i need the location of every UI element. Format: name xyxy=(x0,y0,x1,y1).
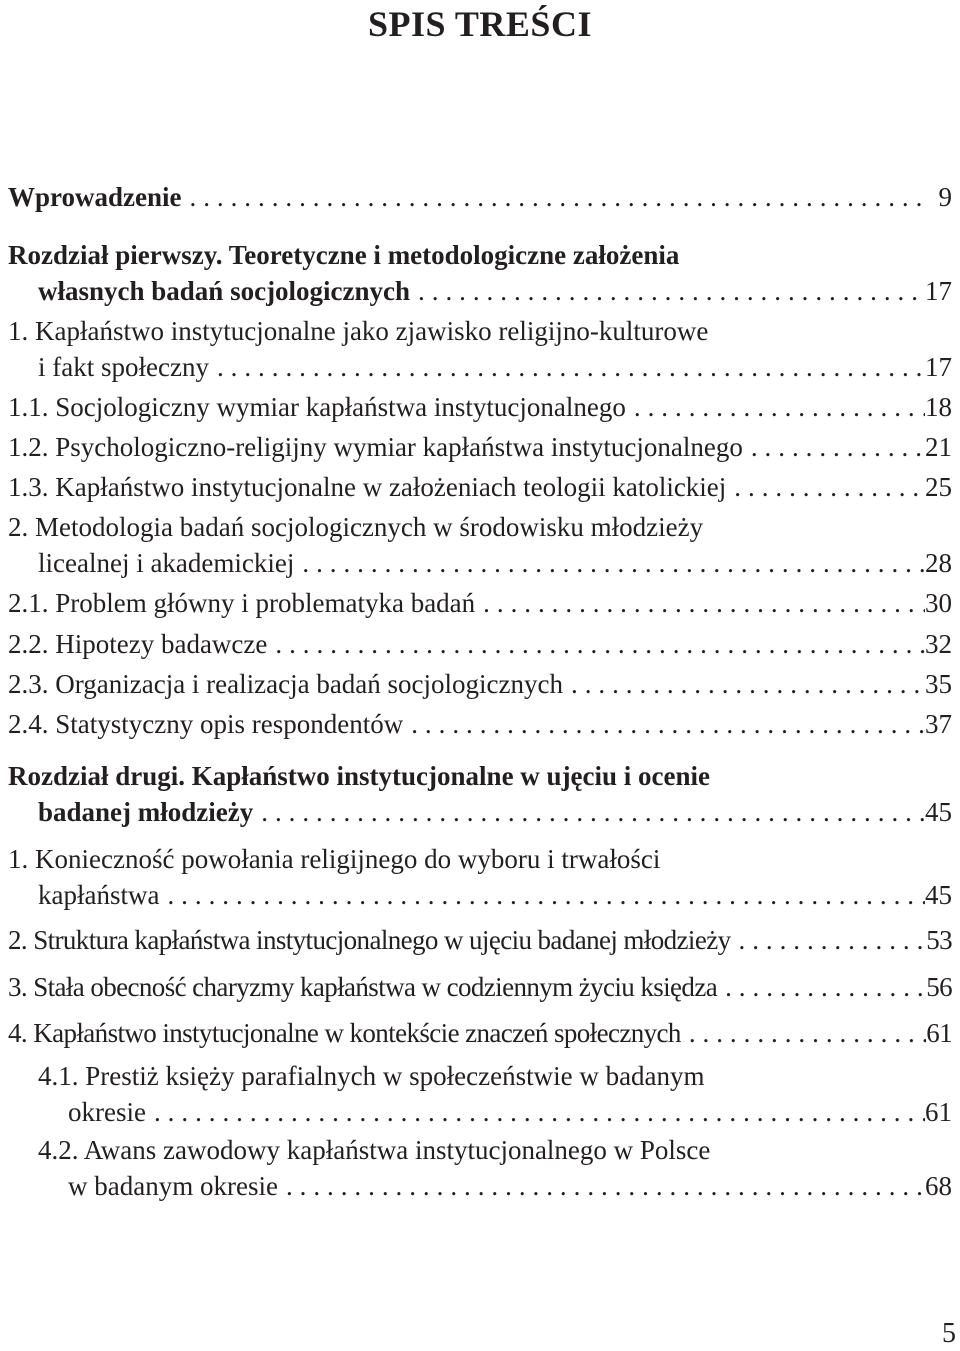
toc-entry-title-line: 1. Kapłaństwo instytucjonalne jako zjawisko religijno-kulturowe xyxy=(8,316,709,346)
toc-entry-ch2-section-1[interactable] xyxy=(8,841,952,913)
toc-entry-section-1[interactable] xyxy=(8,313,952,385)
toc-entry-title: i fakt społeczny xyxy=(38,352,209,382)
toc-entry-chapter-1[interactable] xyxy=(8,237,952,309)
toc-page-number: 28 xyxy=(925,548,952,578)
dot-leader xyxy=(159,877,925,913)
dot-leader xyxy=(731,922,927,958)
toc-page-number: 45 xyxy=(925,797,952,827)
toc-entry-chapter-2[interactable] xyxy=(8,758,952,830)
toc-entry-ch2-section-4[interactable] xyxy=(8,1015,952,1051)
toc-entry-title: badanej młodzieży xyxy=(38,797,254,827)
dot-leader xyxy=(717,969,926,1005)
toc-entry-ch2-section-4-2[interactable] xyxy=(8,1132,952,1204)
toc-entry-title-line: 4.2. Awans zawodowy kapłaństwa instytucjonalnego w Polsce xyxy=(38,1135,711,1165)
dot-leader xyxy=(294,545,925,581)
dot-leader xyxy=(403,706,925,742)
toc-entry-title: własnych badań socjologicznych xyxy=(38,276,411,306)
toc-page-number: 45 xyxy=(925,880,952,910)
toc-entry-title: 1.3. Kapłaństwo instytucjonalne w założeniach teologii katolickiej xyxy=(8,472,727,502)
toc-page-number: 61 xyxy=(925,1097,952,1127)
toc-entry-ch2-section-3[interactable] xyxy=(8,969,952,1005)
dot-leader xyxy=(626,389,925,425)
toc-entry-title: 1.1. Socjologiczny wymiar kapłaństwa instytucjonalnego xyxy=(8,392,626,422)
dot-leader xyxy=(563,666,925,702)
dot-leader xyxy=(146,1094,925,1130)
toc-page-number: 17 xyxy=(925,352,952,382)
toc-entry-title-line: 1. Konieczność powołania religijnego do wyboru i trwałości xyxy=(8,844,661,874)
dot-leader xyxy=(182,179,929,215)
dot-leader xyxy=(267,626,925,662)
toc-page-number: 17 xyxy=(925,276,952,306)
toc-entry-title: 2.4. Statystyczny opis respondentów xyxy=(8,709,404,739)
toc-entry-title: w badanym okresie xyxy=(68,1171,278,1201)
dot-leader xyxy=(726,469,925,505)
toc-entry-section-1-2[interactable] xyxy=(8,429,952,465)
toc-entry-title-line: 2. Metodologia badań socjologicznych w środowisku młodzieży xyxy=(8,512,704,542)
toc-entry-title-line: Rozdział drugi. Kapłaństwo instytucjonalne w ujęciu i ocenie xyxy=(8,761,711,791)
dot-leader xyxy=(253,794,925,830)
toc-entry-title: 1.2. Psychologiczno-religijny wymiar kapłaństwa instytucjonalnego xyxy=(8,432,743,462)
toc-entry-title: okresie xyxy=(68,1097,146,1127)
toc-page-number: 35 xyxy=(925,669,952,699)
toc-page-number: 9 xyxy=(938,182,952,212)
page-title: SPIS TREŚCI xyxy=(368,4,592,44)
toc-page-number: 68 xyxy=(925,1171,952,1201)
toc-page-number: 37 xyxy=(925,709,952,739)
toc-entry-title: 4. Kapłaństwo instytucjonalne w kontekście znaczeń społecznych xyxy=(8,1018,681,1048)
toc-entry-section-1-3[interactable] xyxy=(8,469,952,505)
toc-entry-title: 2. Struktura kapłaństwa instytucjonalnego w ujęciu badanej młodzieży xyxy=(8,925,731,955)
toc-entry-section-2[interactable] xyxy=(8,509,952,581)
toc-entry-title-line: Rozdział pierwszy. Teoretyczne i metodologiczne założenia xyxy=(8,240,680,270)
dot-leader xyxy=(278,1168,925,1204)
toc-entry-title: 3. Stała obecność charyzmy kapłaństwa w codziennym życiu księdza xyxy=(8,972,718,1002)
toc-entry-ch2-section-4-1[interactable] xyxy=(8,1058,952,1130)
dot-leader xyxy=(209,349,925,385)
toc-entry-section-2-3[interactable] xyxy=(8,666,952,702)
toc-page-number: 21 xyxy=(925,432,952,462)
toc-entry-title: Wprowadzenie xyxy=(8,182,182,212)
toc-entry-section-1-1[interactable] xyxy=(8,389,952,425)
toc-entry-title: 2.3. Organizacja i realizacja badań socjologicznych xyxy=(8,669,563,699)
dot-leader xyxy=(475,585,925,621)
toc-entry-title: 2.1. Problem główny i problematyka badań xyxy=(8,588,476,618)
toc-page-number: 32 xyxy=(925,629,952,659)
dot-leader xyxy=(743,429,925,465)
toc-entry-introduction[interactable] xyxy=(8,179,952,215)
page-folio-number: 5 xyxy=(942,1318,956,1349)
toc-entry-title: 2.2. Hipotezy badawcze xyxy=(8,629,268,659)
toc-page-number: 61 xyxy=(926,1018,952,1048)
toc-entry-section-2-4[interactable] xyxy=(8,706,952,742)
toc-page-number: 25 xyxy=(925,472,952,502)
toc-entry-title-line: 4.1. Prestiż księży parafialnych w społeczeństwie w badanym xyxy=(38,1061,705,1091)
toc-entry-section-2-1[interactable] xyxy=(8,585,952,621)
toc-entry-section-2-2[interactable] xyxy=(8,626,952,662)
toc-page-number: 56 xyxy=(926,972,952,1002)
toc-entry-title: kapłaństwa xyxy=(38,880,160,910)
toc-entry-title: licealnej i akademickiej xyxy=(38,548,295,578)
dot-leader xyxy=(410,273,925,309)
toc-page-number: 30 xyxy=(925,588,952,618)
toc-page-number: 18 xyxy=(925,392,952,422)
toc-page-number: 53 xyxy=(926,925,952,955)
dot-leader xyxy=(681,1015,926,1051)
toc-entry-ch2-section-2[interactable] xyxy=(8,922,952,958)
